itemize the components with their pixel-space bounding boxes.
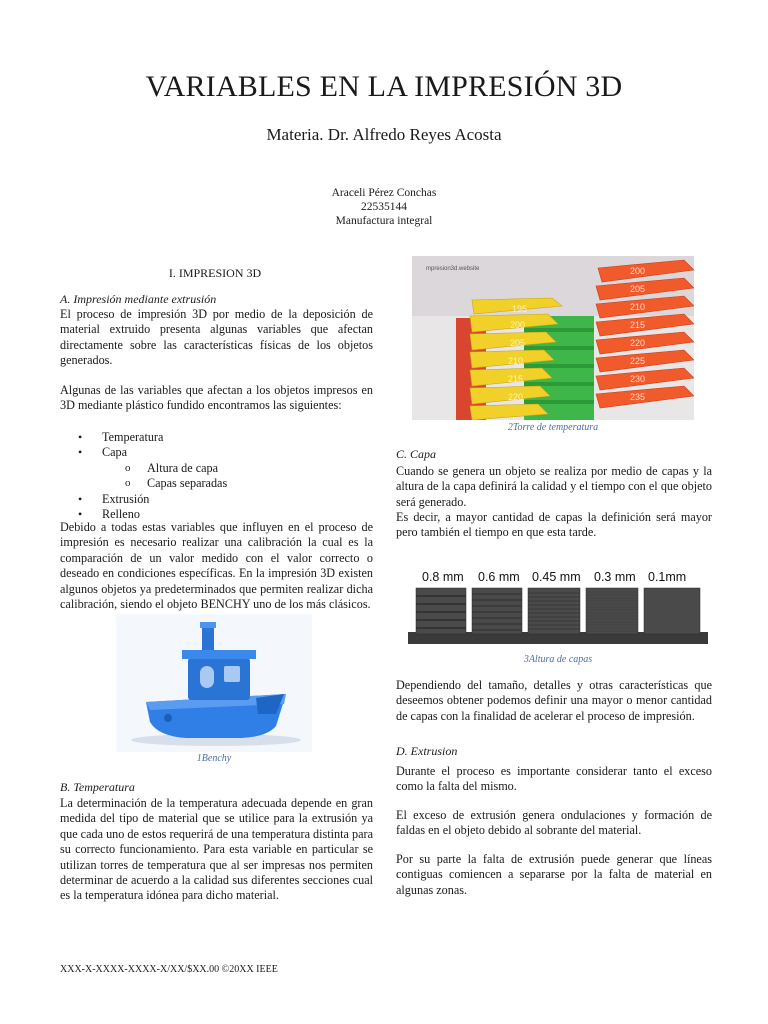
paragraph-calibration: Debido a todas estas variables que influyen en el proceso de impresión es necesario realizar una calibración la cual es la comparación de un valor medido con el valor correcto o deseado en condiciones específicas. En la impresión 3D existen algunos objetos ya predeterminados que permiten realizar dicha calibración, siendo el objeto BENCHY uno de los más clásicos. <box>60 520 373 612</box>
course-subtitle: Materia. Dr. Alfredo Reyes Acosta <box>266 125 502 144</box>
list-item: o Altura de capa <box>147 461 227 476</box>
layer-label: 0.8 mm <box>422 570 464 584</box>
paragraph-layer-choice: Dependiendo del tamaño, detalles y otras características que deseemos obtener podemos definir una mayor o menor cantidad de capas con la finalidad de acelerar el proceso de impresión. <box>396 678 712 723</box>
list-item: • Capa <box>102 445 227 460</box>
page-title: VARIABLES EN LA IMPRESIÓN 3D <box>145 70 623 103</box>
tower-label: 200 <box>510 320 526 330</box>
paragraph-lack: Por su parte la falta de extrusión puede generar que líneas contiguas comiencen a separarse por la falta de material en algunas zonas. <box>396 852 712 897</box>
variables-list <box>102 430 227 522</box>
watermark-text: mpresion3d.website <box>426 266 480 272</box>
tower-label: 205 <box>510 338 526 348</box>
paragraph-layers-2: Es decir, a mayor cantidad de capas la definición será mayor pero también el tiempo en que esta tarde. <box>396 510 712 540</box>
figure-caption-layers: 3Altura de capas <box>523 654 593 665</box>
tower-label: 215 <box>508 374 524 384</box>
tower-label: 215 <box>630 320 646 330</box>
layer-label: 0.1mm <box>648 570 687 584</box>
paragraph-excess: El exceso de extrusión genera ondulaciones y formación de faldas en el objeto debido al sobrante del material. <box>396 808 712 838</box>
tower-label: 235 <box>630 392 646 402</box>
paragraph-extrusion-intro: El proceso de impresión 3D por medio de la deposición de material extruido presenta algunas variables que afectan directamente sobre las características físicas de los objetos generados. <box>60 307 373 368</box>
list-item: o Capas separadas <box>147 476 227 491</box>
paragraph-layers: Cuando se genera un objeto se realiza por medio de capas y la altura de la capa definirá la calidad y el tiempo con el que objeto será generado. <box>396 464 712 509</box>
tower-label: 220 <box>630 338 646 348</box>
layer-label: 0.45 mm <box>532 570 581 584</box>
paragraph-extrusion: Durante el proceso es importante considerar tanto el exceso como la falta del mismo. <box>396 764 712 794</box>
tower-label: 195 <box>512 304 528 314</box>
author-course: Manufactura integral <box>335 215 433 227</box>
section-heading: I. IMPRESION 3D <box>168 266 262 280</box>
tower-label: 210 <box>508 356 524 366</box>
list-item: • Extrusión <box>102 492 227 507</box>
list-item: • Temperatura <box>102 430 227 445</box>
subsection-c-heading: C. Capa <box>396 447 437 461</box>
tower-label: 205 <box>630 284 646 294</box>
author-name: Araceli Pérez Conchas <box>331 187 437 199</box>
benchy-image <box>116 614 312 752</box>
subsection-a-heading: A. Impresión mediante extrusión <box>60 292 217 306</box>
tower-label: 230 <box>630 374 646 384</box>
tower-label: 225 <box>630 356 646 366</box>
tower-label: 200 <box>630 266 646 276</box>
layer-label: 0.3 mm <box>594 570 636 584</box>
paragraph-variables-intro: Algunas de las variables que afectan a los objetos impresos en 3D mediante plástico fundido encontramos las siguientes: <box>60 383 373 413</box>
list-item: • Relleno <box>102 507 227 522</box>
tower-label: 220 <box>508 392 524 402</box>
figure-caption-benchy: 1Benchy <box>196 753 232 764</box>
layer-label: 0.6 mm <box>478 570 520 584</box>
paragraph-temperature: La determinación de la temperatura adecuada depende en gran medida del tipo de material que se utilice para la extrusión ya que cada uno de estos requerirá de una temperatura distinta para su correcto funcionamiento. Para esta variable en particular se utilizan torres de temperatura que al ser impresas nos permiten determinar de acuerdo a la calidad sus diferentes secciones cual es la temperatura idónea para dicho material. <box>60 796 373 903</box>
subsection-d-heading: D. Extrusion <box>396 744 458 758</box>
tower-label: 210 <box>630 302 646 312</box>
temperature-tower-image <box>412 256 694 420</box>
layer-height-image <box>408 566 708 646</box>
subsection-b-heading: B. Temperatura <box>60 780 135 794</box>
author-id: 22535144 <box>361 201 407 213</box>
figure-caption-tower: 2Torre de temperatura <box>507 422 599 433</box>
footer-copyright: XXX-X-XXXX-XXXX-X/XX/$XX.00 ©20XX IEEE <box>60 964 278 975</box>
author-block <box>0 186 768 228</box>
